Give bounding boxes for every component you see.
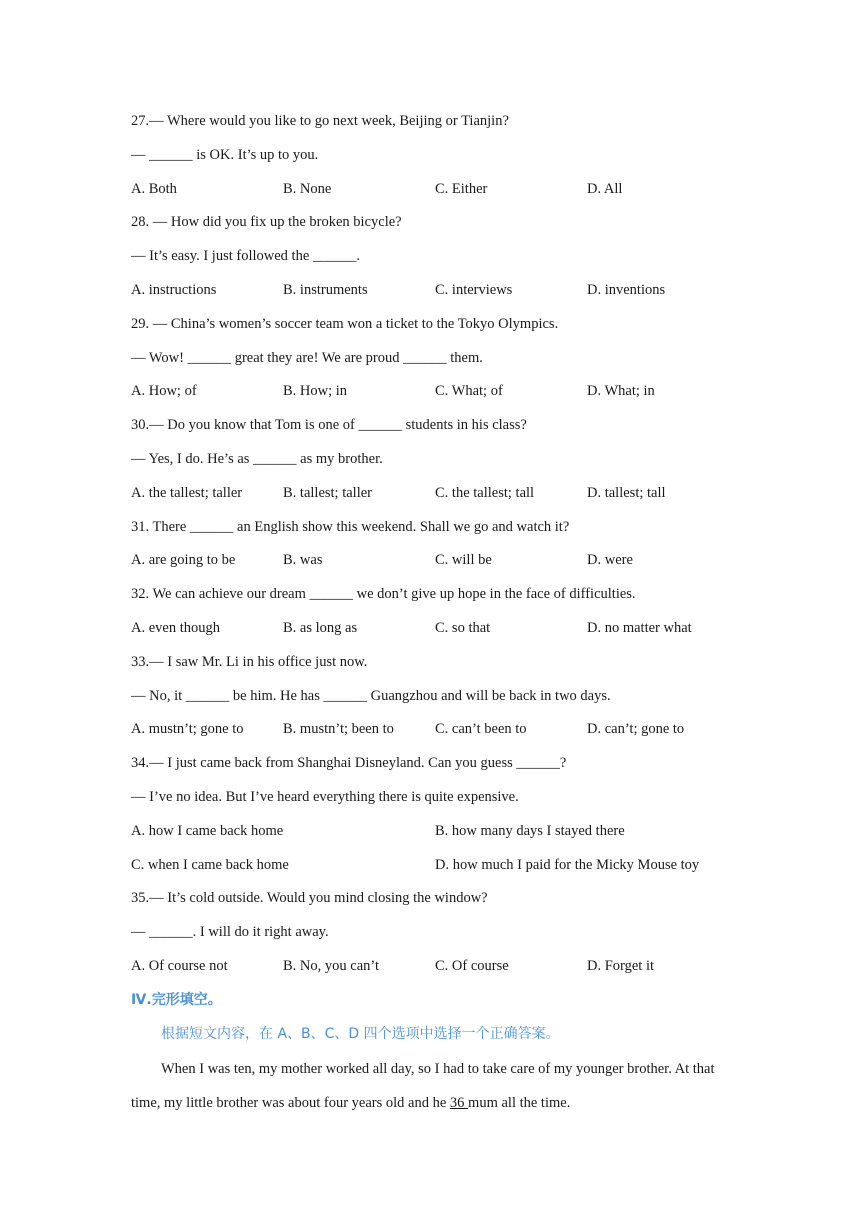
option-d: D. how much I paid for the Micky Mouse toy xyxy=(435,856,700,873)
option-c: C. will be xyxy=(435,552,492,569)
option-b: B. instruments xyxy=(283,281,368,298)
question-34 xyxy=(131,749,741,884)
options-row xyxy=(131,377,741,411)
option-c: C. the tallest; tall xyxy=(435,484,535,501)
option-b: B. How; in xyxy=(283,383,348,400)
passage-text: mum all the time. xyxy=(468,1095,571,1112)
options-row xyxy=(131,175,741,209)
option-c: C. so that xyxy=(435,619,491,636)
option-c: C. Either xyxy=(435,180,488,197)
option-b: B. tallest; taller xyxy=(283,484,372,501)
option-d: D. Forget it xyxy=(587,957,654,974)
question-line: 27.— Where would you like to go next week, Beijing or Tianjin? xyxy=(131,113,509,129)
question-line: — I’ve no idea. But I’ve heard everything there is quite expensive. xyxy=(131,788,519,805)
option-b: B. mustn’t; been to xyxy=(283,721,394,738)
options-row xyxy=(131,546,741,580)
option-d: D. no matter what xyxy=(587,619,692,636)
question-line: — ______. I will do it right away. xyxy=(131,924,329,941)
option-d: D. were xyxy=(587,552,633,569)
worksheet xyxy=(131,107,741,1121)
question-33 xyxy=(131,648,741,749)
option-b: B. as long as xyxy=(283,619,358,636)
question-line: 29. — China’s women’s soccer team won a ticket to the Tokyo Olympics. xyxy=(131,315,559,332)
option-d: D. inventions xyxy=(587,281,666,298)
option-c: C. when I came back home xyxy=(131,856,289,873)
options-row xyxy=(131,952,741,986)
blank-36: 36 xyxy=(449,1095,469,1112)
option-d: D. can’t; gone to xyxy=(587,721,685,738)
options-row xyxy=(131,479,741,513)
option-a: A. are going to be xyxy=(131,552,236,569)
cloze-passage xyxy=(131,1053,741,1121)
question-line: 33.— I saw Mr. Li in his office just now. xyxy=(131,653,368,670)
option-b: B. how many days I stayed there xyxy=(435,822,625,839)
question-line: — Wow! ______ great they are! We are proud ______ them. xyxy=(131,349,483,366)
question-32 xyxy=(131,580,741,648)
question-line: — No, it ______ be him. He has ______ Guangzhou and will be back in two days. xyxy=(131,687,611,704)
question-line: 34.— I just came back from Shanghai Disneyland. Can you guess ______? xyxy=(131,755,567,772)
options-row xyxy=(131,851,741,885)
question-line: 28. — How did you fix up the broken bicycle? xyxy=(131,214,402,231)
question-line: 30.— Do you know that Tom is one of ______ students in his class? xyxy=(131,417,527,434)
option-a: A. mustn’t; gone to xyxy=(131,721,244,738)
question-line: — ______ is OK. It’s up to you. xyxy=(131,146,319,163)
option-a: A. Both xyxy=(131,180,177,197)
option-a: A. instructions xyxy=(131,281,217,298)
option-c: C. Of course xyxy=(435,957,509,974)
options-row xyxy=(131,614,741,648)
section-instruction: 根据短文内容，在 A、B、C、D 四个选项中选择一个正确答案。 xyxy=(161,1025,560,1042)
option-c: C. What; of xyxy=(435,383,503,400)
option-a: A. Of course not xyxy=(131,957,228,974)
question-29 xyxy=(131,310,741,411)
question-35 xyxy=(131,884,741,985)
option-d: D. tallest; tall xyxy=(587,484,666,501)
question-31 xyxy=(131,513,741,581)
question-30 xyxy=(131,411,741,512)
options-row xyxy=(131,817,741,851)
option-c: C. interviews xyxy=(435,281,513,298)
options-row xyxy=(131,715,741,749)
option-b: B. No, you can’t xyxy=(283,957,379,974)
option-b: B. None xyxy=(283,180,332,197)
option-a: A. How; of xyxy=(131,383,197,400)
question-28 xyxy=(131,208,741,309)
question-line: 35.— It’s cold outside. Would you mind closing the window? xyxy=(131,890,488,907)
question-line: — Yes, I do. He’s as ______ as my brother. xyxy=(131,450,383,467)
option-a: A. how I came back home xyxy=(131,822,284,839)
option-d: D. What; in xyxy=(587,383,655,400)
passage-text: When I was ten, my mother worked all day, so I had to take care of my younger brother. At that time, my little brother was about four years old and he xyxy=(131,1061,715,1112)
option-c: C. can’t been to xyxy=(435,721,527,738)
option-a: A. even though xyxy=(131,619,220,636)
question-line: 32. We can achieve our dream ______ we don’t give up hope in the face of difficulties. xyxy=(131,586,636,603)
options-row xyxy=(131,276,741,310)
question-line: — It’s easy. I just followed the ______. xyxy=(131,248,361,265)
question-27 xyxy=(131,107,741,208)
question-line: 31. There ______ an English show this weekend. Shall we go and watch it? xyxy=(131,518,570,535)
option-a: A. the tallest; taller xyxy=(131,484,243,501)
option-d: D. All xyxy=(587,180,623,197)
section-heading: Ⅳ.完形填空。 xyxy=(131,991,222,1008)
option-b: B. was xyxy=(283,552,323,569)
